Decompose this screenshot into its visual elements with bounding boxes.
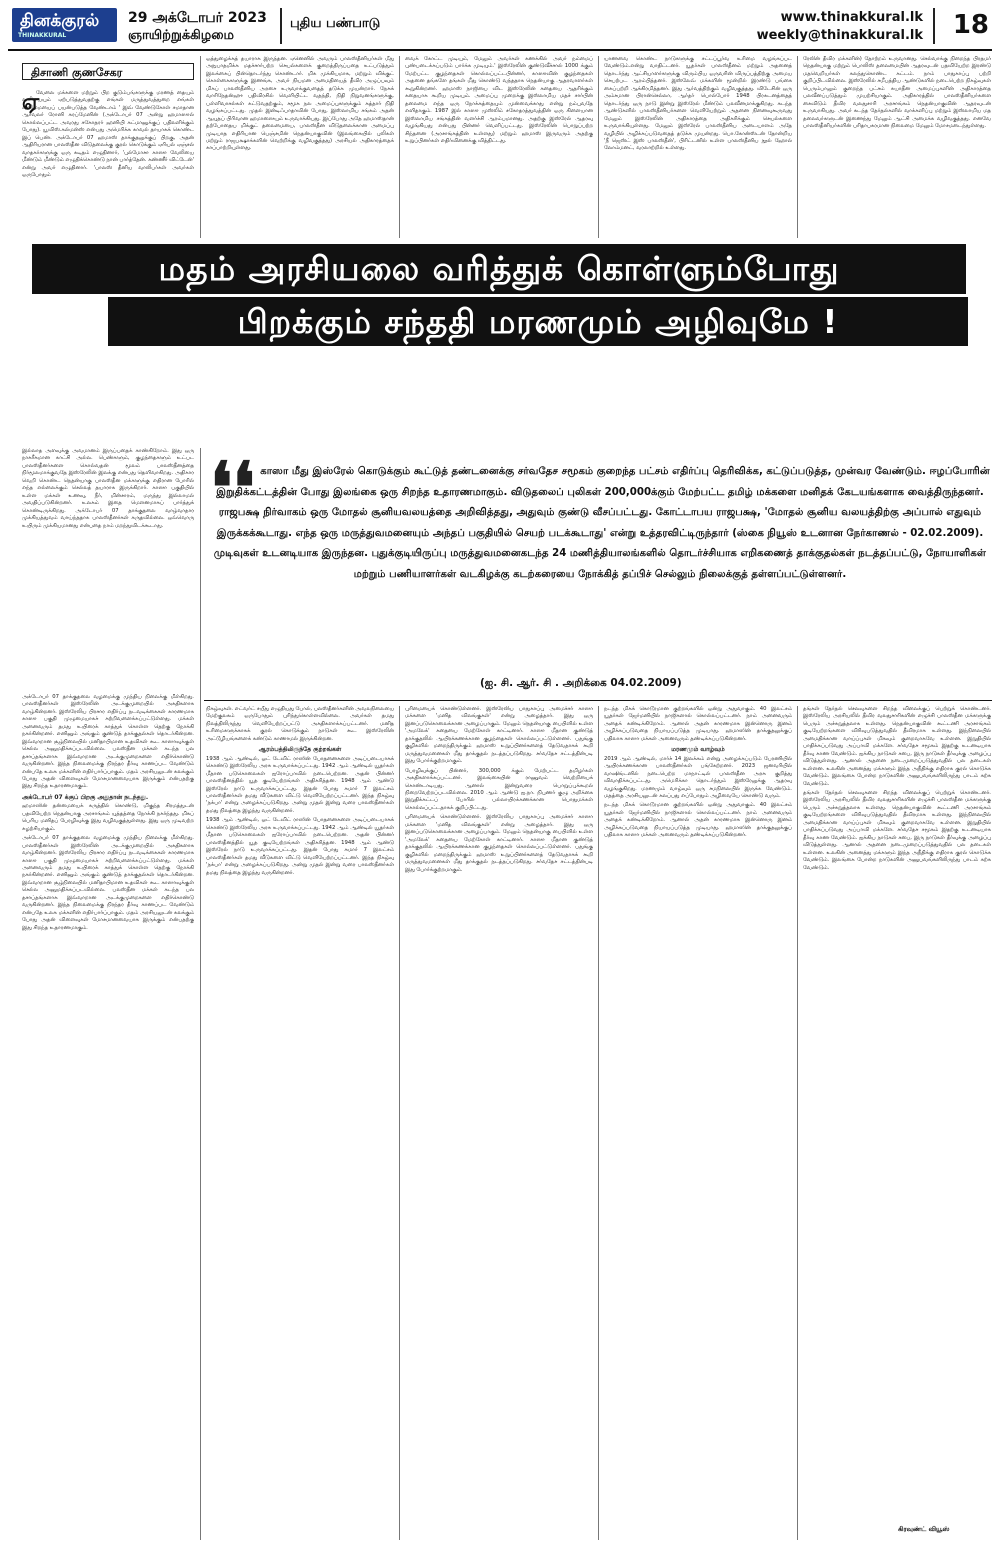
column-divider [399, 706, 400, 1540]
paragraph: பேரழிவுக்குப் பின்னர், 300,000 க்கும் மேற்பட்ட தமிழர்கள் அகதிகளாக்கப்பட்டனர். இலங்கையின் ராணுவம் வெற்றியைக் கொண்டாடியது. ஆனால் இன்றுவரை பொறுப்புக்கூறல் நிறைவேற்றப்படவில்லை. 2010 ஆம் ஆண்டு ஐ.நா. நிபுணர் குழு அறிக்கை இறுதிக்கட்டப் போரில் பல்லாயிரக்கணக்கான பொதுமக்கள் கொல்லப்பட்டதாகக் குறிப்பிட்டது. [405, 767, 593, 811]
pull-quote-body: காஸா மீது இஸ்ரேல் கொடுக்கும் கூட்டுத் தண்டனைக்கு சர்வதேச சமூகம் குறைந்த பட்சம் எதிர்ப்பு தெரிவிக்க, கட்டுப்படுத்த, முன்வர வேண்டும். ஈழப்போரின் இறுதிக்கட்டத்தின் போது இலங்கை ஒரு சிறந்த உதாரணமாகும். விடுதலைப் புலிகள் 200,000க்கும் மேற்பட்ட தமிழ் மக்களை மனிதக் கேடயங்களாக வைத்திருந்தனர். ராஜபக்ஷ நிர்வாகம் ஒரு மோதல் சூனியவலயத்தை அறிவித்தது, அதுவும் குண்டு வீசப்பட்டது. கோட்டாபய ராஜபக்ஷ, 'மோதல் சூனிய வலயத்திற்கு அப்பால் எதுவும் இருக்கக்கூடாது. எந்த ஒரு மருத்துவமனையும் அந்தப் பகுதியில் செயற் படக்கூடாது' என்று உத்தரவிட்டிருந்தார் (ஸ்கை நியூஸ் உடனான நேர்காணல் - 02.02.2009). முடிவுகள் உடனடியாக இருந்தன. புதுக்குடியிருப்பு மருத்துவமனைகடந்த 24 மணித்தியாலங்களில் தொடர்ச்சியாக எறிகணைத் தாக்குதல்கள் நடத்தப்பட்டு, நோயாளிகள் மற்றும் பணியாளர்கள் வடகிழக்கு கடற்கரையை நோக்கித் தப்பிச் செல்லும் நிலைக்குத் தள்ளப்பட்டுள்ளனர். [213, 466, 990, 580]
paragraph: புரிமையைக் கொண்டுள்ளனர். இஸ்ரேலிய பாதுகாப்பு அமைச்சர் காஸா மக்களை 'மனித விலங்குகள்' என்று அழைத்தார். இது ஒரு இனப்படுகொலைக்கான அழைப்பாகும். மேலும் நெதன்யாகு பைபிளில் உள்ள 'அமலேக்' கதையை மேற்கோள் காட்டினார். காஸா மீதான குண்டுத் தாக்குதலில் ஆயிரக்கணக்கான குழந்தைகள் கொல்லப்பட்டுள்ளனர். பதுங்கு குழிகளில் மறைந்திருக்கும் ஹமாஸ் உறுப்பினர்களைத் தேடுவதாகக் கூறி மருத்துவமனைகள் மீது தாக்குதல் நடத்தப்படுகிறது. சர்வதேச சட்டத்தின்படி இது போர்க்குற்றமாகும். [405, 706, 593, 765]
paragraph: ஒத்துழைக்கத் தயாராக இருந்தன. ஏனெனில் அவரும் பாலஸ்தீனியர்கள் மீது அநுபாதமிக்க மதச்சார்பற்ற செயல்களைக் குறைத்திருப்பதை உட்படுத்தும் இலக்கைப் பின்தொடர்ந்து கொண்டார். மிக முக்கியமாக, மற்றும் விக்குட் கொள்கைகளுக்கு இணங்க, அவர் நியமன அமைதியைத் தீவிர அழுப்பவும் மிகப் பாலஸ்தீனிய அரசை உருவாக்குவதைத் தடுக்க முயன்றார். நேசுக் வாரிநேதன்ஹு பதிவிரசில் வெளியிட்ட வதந்தி, நிதி நிறுவனங்களுக்கு, பள்ளிவாசல்கள் கட்டுவதற்கும், சமூக நல அமைப்புகளுக்கும் கத்தார் நிதி வழங்கப்பட்டது. முதல் இன்டிஃபாதாவின் போது, இஸ்லாமிய சங்கம் அதன் ஆயுதப் பிரிவான ஹமாஸையும் உருவாக்கியது. இப்போது அதே ஹமாஸ்தான் தற்போதைய மிக்குட் தலைமையை, பாலஸ்தீன விடுதலைக்கான அமைப்பு முடியாத எதிரியான பெஞ்சமின் நெதன்யாகுவின் (இலங்கையில் புலிகள் மற்றும் ராஜபக்ஷாக்களின் வெற்றிக்கு வழிவகுத்தது) அரசியல் அதிகாரத்தைக் காப்பாற்றியுள்ளது. [206, 56, 394, 152]
paragraph: தங்கள் தேர்தல் செலவுகளை சிறந்த விலைக்குப் பெற்றுக் கொண்டனர். இஸ்ரேலிய அரசியலில் தீவிர வலதுசாரிகளின் எழுச்சி பாலஸ்தீன மக்களுக்கு பெரும் அச்சுறுத்தலாக உள்ளது. நெதன்யாகுவின் கூட்டணி அரசாங்கம் குடியேற்றங்களை விரிவுபடுத்துவதில் தீவிரமாக உள்ளது. இந்நிலையில் அமைதிக்கான வாய்ப்புகள் மிகவும் குறைவாகவே உள்ளன. இறுதியில் பாதிக்கப்படுவது அப்பாவி மக்களே. சர்வதேச சமூகம் இதற்கு உடனடியாக தீர்வு காண வேண்டும். ஐக்கிய நாடுகள் சபை, இரு நாடுகள் தீர்வுக்கு அழைப்பு விடுத்துள்ளது. ஆனால் அதனை நடைமுறைப்படுத்துவதில் பல தடைகள் உள்ளன. உலகின் அனைத்து மக்களும் இந்த அநீதிக்கு எதிராக குரல் கொடுக்க வேண்டும். இலங்கை போன்ற நாடுகளின் அனுபவங்களிலிருந்து பாடம் கற்க வேண்டும். [803, 706, 991, 787]
paragraph: வேலை மக்களை மற்றும் பிற குடும்பங்களுக்கு மரணத் தையும் வலியையும் ஏற்படுத்துவதற்கு எங்கள் மருத்துவத்துறை எங்கள் வலிமையைப் பயன்படுத்த வேண்டாம் ' இவ் வேண்டுகோள் சமாதான ஆர்வலர் ரோனி கரப்மேனின் (அக்டோபர் 07 அன்று ஹமாஸால் கொல்லப்பட்ட அவரது சகோதரர் ஹனியி கட்மானுக்குப் பதிலளிக்கும் போது). யூவிஸ்.கல்மன்ஸ் என்பது அமெரிக்க காவல் தாயாகக் கொண்ட இப் பெண். அக்டோபர் 07 ஹமாஸ் தாக்குதலுக்குப் பிறகு, அதன் ஆதிரியரான பாலஸ்தீன விடுதலைக்கு குரல் கொடுக்கும் ஏரியல் ஏஞ்சல் வாதகர்களுக்கு ஒரு கடிதம் எழுதினார், 'புல்மோசா காஸா வேலியை மீண்டும் மீண்டும் எழுதிக்கொண்டு நான் பார்த்தேன். கண்ணீர் விட்டேன்' என்று அவர் எழுதினார். 'பாலஸ் தீனிய வாலிபர்கள் அவர்கள் ஒருபோதும் [22, 90, 194, 178]
article-column [405, 56, 593, 238]
paragraph: அக்டோபர் 07 தாக்குதலை வழமைக்கு முந்திய நிலைக்கு மீள்கிறது. பாலஸ்தீனர்கள் இஸ்ரேலின் அடக்குமுறையில் அகதிகளாக வாழ்கின்றனர். இஸ்ரேலிய பிரசார எதிர்ப்பு நடவடிக்கைகள் காரணமாக காஸா பகுதி முழுமையாகச் சுற்றிவளைக்கப்பட்டுள்ளது. மக்கள் அனைவரும் தமது உயிரைக் காத்துக் கொள்ள தெற்கு நோக்கி நகர்கின்றனர். எனினும் அங்கும் குண்டுத் தாக்குதல்கள் தொடர்கின்றன. இவ்வாறான சூழ்நிலையில் மனிதாபிமான உதவிகள் கூட காஸாவுக்குள் செல்ல அனுமதிக்கப்படவில்லை. பலஸ்தீன மக்கள் கடந்த பல தசாப்தங்களாக இவ்வாறான அடக்குமுறைகளை எதிர்கொண்டு வருகின்றனர். இந்த நிலைமைக்கு நிரந்தர தீர்வு காணப்பட வேண்டும் என்பதே உலக மக்களின் எதிர்பார்ப்பாகும். மதம் அரசியலுடன் கலக்கும் போது அதன் விளைவுகள் மோசமானவையாக இருக்கும் என்பதற்கு இது சிறந்த உதாரணமாகும். [22, 694, 194, 790]
website-link[interactable]: www.thinakkural.lk [780, 10, 923, 25]
paragraph: 2019 ஆம் ஆண்டில், மார்ச் 14 இலக்கம் என்று அழைக்கப்படும் பேரணியில் ஆயிரக்கணக்கான பாலஸ்தீனர்கள் பங்கேற்றனர். 2023 ஜனவரியில் வாஷிங்டனில் நடைபெற்ற மாநாட்டில் பாலஸ்தீன அரசு குறித்து விவாதிக்கப்பட்டது. அமெரிக்கா தொடர்ந்தும் இஸ்ரேலுக்கு ஆதரவு வழங்குகிறது. மரணமும் வாழ்வும் ஒரு சமநிலையில் இருக்க வேண்டும். மதத்தை அரசியலுடன் கலப்பது எப்போதும் அழிவையே கொண்டு வரும். [604, 755, 792, 799]
email-link[interactable]: weekly@thinakkural.lk [756, 28, 923, 43]
paragraph: இல்லாத அளவுக்கு அவமானம் இருப்பதைக் காண்கிறோம். இது ஒரு நாகரீகமான காட்சி அல்ல. பெண்களும், குழந்தைகளும் உட்பட பாலஸ்தீனர்களை கொல்வதன் மூலம் பாலஸ்தீனத்தை நிர்மூலமாக்குவதே இஸ்ரேலின் இலக்கு என்பது தெளிவாகிறது. அதிகார வெறி கொண்ட நெதன்யாகு பாலஸ்தீன மக்களுக்கு எதிரான போரில் எந்த எல்லைக்கும் செல்லத் தயாராக இருக்கிறார். காஸா பகுதியில் உள்ள மக்கள் உணவு, நீர், மின்சாரம், மருந்து இல்லாமல் அவதிப்படுகின்றனர். உலகம் இதை மௌனமாகப் பார்த்துக் கொண்டிருக்கிறது. அக்டோபர் 07 தாக்குதலை வாழ்வாதார முக்கியத்துவம் வாய்ந்ததாக பாலஸ்தீனர்கள் கருதவில்லை. ஒவ்வொரு உயிரும் முக்கியமானது என்பதை நாம் மறந்துவிடக்கூடாது. [22, 448, 194, 529]
column-divider [598, 56, 599, 238]
paragraph: நடந்த மிகக் கொடூரமான குற்றங்களில் ஒன்று அதுவாகும். 40 இலட்சம் யூதர்கள் ஜேர்மனியில் நாஜிகளால் கொல்லப்பட்டனர். நாம் அனைவரும் அதைக் கண்டிக்கிறோம். ஆனால் அதன் காரணமாக இன்னொரு இனம் அழிக்கப்படுவதை நியாயப்படுத்த முடியாது. ஹமாஸின் தாக்குதலுக்குப் பதிலாக காஸா மக்கள் அனைவரும் தண்டிக்கப்படுகின்றனர். [604, 802, 792, 839]
header-divider [280, 8, 282, 44]
issue-day: ஞாயிற்றுக்கிழமை [128, 28, 235, 43]
article-column [22, 694, 194, 1516]
subheading: மரணமும் வாழ்வும் [671, 746, 725, 754]
section-title: புதிய பண்பாடு [290, 16, 381, 31]
paragraph: ரேலின் தீவிர மக்களின்) தோற்றம் உருவானது. செல்வாக்கு நிறைந்த பிரதமர் நெதன்யாகு மற்றும் பொலிஸ் தலைமையின் ஆதரவுடன் பதவியேற்ற இரண்டு மதவெறியர்கள் கலந்துகொண்ட கட்டம். நாம் பாதுகாப்பு பற்றி குறிப்பிடவில்லை. இஸ்ரேலில் சமீபத்திய ஆண்டுகளில் நடைபெற்ற நிகழ்வுகள் பெரும்பாலும் குறைந்த பட்சம் சுயாதீன அமைப்புகளின் அதிகாரத்தை பலவீனப்படுத்தும் முயற்சியாகும். அதிகாரத்தில் பாலஸ்தீனியர்களை கைவிடும் தீவிர வலதுசாரி அரசாங்கம் நெதன்யாகுவின் ஆதரவுடன் உருவாகியது. அவர் கடந்த தேர்தல்களில் வாக்களிப்பு மற்றும் இஸ்லாமிய மத தலைவர்களுடன் இணைந்து மேலும் ஆட்சி அமைக்க வழிவகுத்தது. எனவே பாலஸ்தீனியர்களின் பரிதாபகரமான நிலைமை மேலும் மோசமடைந்துள்ளது. [803, 56, 991, 130]
paragraph: 1938 ஆம் ஆண்டில், ஓட் டேவிட் ராஸின் போதனைகளை அடிப்படையாகக் கொண்டு இஸ்ரேலிய அரசு உருவாக்கப்பட்டது. 1942 ஆம் ஆண்டில் யூதர்கள் மீதான படுகொலைகள் ஐரோப்பாவில் நடைபெற்றன. அதன் பின்னர் பாலஸ்தீனத்தில் யூத குடியேற்றங்கள் அதிகரித்தன. 1948 ஆம் ஆண்டு இஸ்ரேல் நாடு உருவாக்கப்பட்டது. இதன் போது சுமார் 7 இலட்சம் பாலஸ்தீனர்கள் தமது வீடுகளை விட்டு வெளியேற்றப்பட்டனர். இந்த நிகழ்வு 'நக்பா' என்று அழைக்கப்படுகிறது. அன்று முதல் இன்று வரை பாலஸ்தீனர்கள் தமது நிலத்தை இழந்து வருகின்றனர். [206, 817, 394, 876]
column-divider [399, 56, 400, 238]
quote-mark-icon: ❛❛ [210, 446, 256, 529]
column-divider [797, 56, 798, 238]
article-column [803, 56, 991, 238]
article-column [803, 706, 991, 1520]
paragraph: தங்கள் தேர்தல் செலவுகளை சிறந்த விலைக்குப் பெற்றுக் கொண்டனர். இஸ்ரேலிய அரசியலில் தீவிர வலதுசாரிகளின் எழுச்சி பாலஸ்தீன மக்களுக்கு பெரும் அச்சுறுத்தலாக உள்ளது. நெதன்யாகுவின் கூட்டணி அரசாங்கம் குடியேற்றங்களை விரிவுபடுத்துவதில் தீவிரமாக உள்ளது. இந்நிலையில் அமைதிக்கான வாய்ப்புகள் மிகவும் குறைவாகவே உள்ளன. இறுதியில் பாதிக்கப்படுவது அப்பாவி மக்களே. சர்வதேச சமூகம் இதற்கு உடனடியாக தீர்வு காண வேண்டும். ஐக்கிய நாடுகள் சபை, இரு நாடுகள் தீர்வுக்கு அழைப்பு விடுத்துள்ளது. ஆனால் அதனை நடைமுறைப்படுத்துவதில் பல தடைகள் உள்ளன. உலகின் அனைத்து மக்களும் இந்த அநீதிக்கு எதிராக குரல் கொடுக்க வேண்டும். இலங்கை போன்ற நாடுகளின் அனுபவங்களிலிருந்து பாடம் கற்க வேண்டும். [803, 789, 991, 871]
article-column [405, 706, 593, 1526]
header-rule [8, 49, 992, 51]
column-divider [200, 56, 201, 238]
logo-subtext: THINAKKURAL [18, 32, 67, 39]
masthead [8, 6, 1000, 46]
issue-date: 29 அக்டோபர் 2023 [128, 10, 267, 26]
headline-line-2: பிறக்கும் சந்ததி மரணமும் அழிவுமே ! [108, 297, 968, 346]
author-byline: திசாணி குணசேகர [22, 63, 194, 80]
quote-rule [204, 700, 992, 701]
column-divider [598, 706, 599, 1540]
pull-quote-source: (ஐ. சி. ஆர். சி . அறிக்கை 04.02.2009) [480, 677, 682, 689]
paragraph: நிகழ்வுகள். எட்வர்ட் சயீது எழுதியது போல், பலஸ்தீனர்களின் அவலநிலையை மேற்குலகம் ஒருபோதும் புரிந்துகொள்ளவில்லை. அவர்கள் தமது நிலத்திலிருந்து வெளியேற்றப்பட்டு அகதிகளாக்கப்பட்டனர். மனித உரிமைகளுக்காகக் குரல் கொடுக்கும் நாடுகள் கூட இஸ்ரேலின் அட்டூழியங்களைக் கண்டும் காணாமல் இருக்கின்றன. [206, 706, 394, 742]
article-column [206, 706, 394, 1526]
subheading: ஆரம்பத்திலிருந்தே குற்றங்கள் [258, 746, 342, 754]
pull-quote-text [208, 462, 992, 585]
source-credit: கிரவுண்ட் வியூஸ் [898, 1525, 950, 1533]
article-column [604, 706, 792, 1526]
paragraph: 1938 ஆம் ஆண்டில், ஓட் டேவிட் ராஸின் போதனைகளை அடிப்படையாகக் கொண்டு இஸ்ரேலிய அரசு உருவாக்கப்பட்டது. 1942 ஆம் ஆண்டில் யூதர்கள் மீதான படுகொலைகள் ஐரோப்பாவில் நடைபெற்றன. அதன் பின்னர் பாலஸ்தீனத்தில் யூத குடியேற்றங்கள் அதிகரித்தன. 1948 ஆம் ஆண்டு இஸ்ரேல் நாடு உருவாக்கப்பட்டது. இதன் போது சுமார் 7 இலட்சம் பாலஸ்தீனர்கள் தமது வீடுகளை விட்டு வெளியேற்றப்பட்டனர். இந்த நிகழ்வு 'நக்பா' என்று அழைக்கப்படுகிறது. அன்று முதல் இன்று வரை பாலஸ்தீனர்கள் தமது நிலத்தை இழந்து வருகின்றனர். [206, 755, 394, 814]
header-divider [933, 8, 935, 44]
headline-line-1: மதம் அரசியலை வரித்துக் கொள்ளும்போது [32, 244, 966, 294]
newspaper-logo[interactable] [12, 8, 117, 42]
article-column [22, 448, 194, 688]
subheading: அக்டோபர் 07 க்குப் பிறகு அதுதான் நடந்தது. [22, 793, 149, 801]
column-divider [797, 706, 798, 1540]
paragraph: அக்டோபர் 07 தாக்குதலை வழமைக்கு முந்திய நிலைக்கு மீள்கிறது. பாலஸ்தீனர்கள் இஸ்ரேலின் அடக்குமுறையில் அகதிகளாக வாழ்கின்றனர். இஸ்ரேலிய பிரசார எதிர்ப்பு நடவடிக்கைகள் காரணமாக காஸா பகுதி முழுமையாகச் சுற்றிவளைக்கப்பட்டுள்ளது. மக்கள் அனைவரும் தமது உயிரைக் காத்துக் கொள்ள தெற்கு நோக்கி நகர்கின்றனர். எனினும் அங்கும் குண்டுத் தாக்குதல்கள் தொடர்கின்றன. இவ்வாறான சூழ்நிலையில் மனிதாபிமான உதவிகள் கூட காஸாவுக்குள் செல்ல அனுமதிக்கப்படவில்லை. பலஸ்தீன மக்கள் கடந்த பல தசாப்தங்களாக இவ்வாறான அடக்குமுறைகளை எதிர்கொண்டு வருகின்றனர். இந்த நிலைமைக்கு நிரந்தர தீர்வு காணப்பட வேண்டும் என்பதே உலக மக்களின் எதிர்பார்ப்பாகும். மதம் அரசியலுடன் கலக்கும் போது அதன் விளைவுகள் மோசமானவையாக இருக்கும் என்பதற்கு இது சிறந்த உதாரணமாகும். [22, 835, 194, 931]
drop-cap: ஏ [22, 90, 40, 115]
column-divider [200, 448, 201, 1540]
article-column [206, 56, 394, 238]
paragraph: ஹமாஸின் தன்மையைக் கருத்தில் கொண்டு, மிகுந்த சிரமத்துடன் பதவியேற்ற நெதன்யாகு அரசாங்கம் யுத்தத்தை நோக்கி நகர்ந்தது. மிகப் பெரிய மனிதப் பேரழிவுக்கு இது வழிவகுத்துள்ளது. இது ஒரு முடிவற்ற சுழற்சியாகும். [22, 803, 194, 832]
paragraph: யாணவை கொண்ட நாடுகளுக்கு சட்டப்பூர்வ உரிமை வழங்கப்பட வேண்டும்.என்று வாதிட்டனர். யூதர்கள் பாலஸ்தீனம் மற்றும் அதனைத் தொடர்ந்து ஆட்சியாளர்களுக்கு விரும்பிய ஒருவரின் விருப்பத்திற்கு அமைய செயற்பட ஆரம்பித்தனர். இஸ்லேவ் மக்களின் மூன்றில் இரண்டு பங்கை கைப்பற்றி ஆக்கிரமித்தனர். இது ஆர்வத்திற்கும் வழிவகுத்தது. விடேசின் ஒரு அம்சமான பிரான்செல்லா, ஆர்தர் பொல்போர் 1948 பிரகடனத்தைத் தொடர்ந்து ஒரு நாடு இன்று இஸ்ரேல் மீண்டும் பலவீனமாக்குகிறது. கடந்த ஆண்டுகளில் பாலஸ்தீனியர்களை வெளியேற்றும் அதனை நினைவுகூருவது மேலும் இஸ்ரேலின் அதிகாரத்தை அதிகரிக்கும் செயல்களை உருவாக்கியுள்ளது. மேலும் இஸ்ரேல் பாலஸ்தீனிய அடையாளம் அதே வழியில் அழிக்கப்படுவதைத் தடுக்க முயன்றது. பொ.கோன்ஸ்டன் தோன்றிய 'நீ ஜெஸ்ட் இஸ் பாலஸ்தீன்', பிரிட்டனில் உள்ள பாலஸ்தீனிய நூல் ஹோல் லோம்மனட், வரலாற்றில் உள்ளது. [604, 56, 792, 152]
paragraph: நடந்த மிகக் கொடூரமான குற்றங்களில் ஒன்று அதுவாகும். 40 இலட்சம் யூதர்கள் ஜேர்மனியில் நாஜிகளால் கொல்லப்பட்டனர். நாம் அனைவரும் அதைக் கண்டிக்கிறோம். ஆனால் அதன் காரணமாக இன்னொரு இனம் அழிக்கப்படுவதை நியாயப்படுத்த முடியாது. ஹமாஸின் தாக்குதலுக்குப் பதிலாக காஸா மக்கள் அனைவரும் தண்டிக்கப்படுகின்றனர். [604, 706, 792, 742]
paragraph: வைக் கோட்ட முடியும், மேலும் அவர்கள் கணக்கில் அவர் நம்மைப் புண்படைக்கப்படும் பார்க்க முடியும்.' இஸ்ரேலின் குண்டுவீச்சால் 1000 க்கும் மேற்பட்ட குழந்தைகள் கொல்லப்பட்டபின்னர், காஸாவின் குழந்தைகள் அதனை தங்களே தங்கள் மீது கொண்டு வந்ததாக நெதன்யாகு ஆதரவாளர்கள் கூறுகின்றனர். ஹமாஸ் நாஜியை விட இஸ்ரேலின் கதையை ஆதரிக்கும் கதையாக கூறிய முடியும். அமைப்பு முறைக்கு இஸ்லாமிய மதச் சார்பின் தலைமை எந்த ஒரு நோக்கத்தையும் முன்வைக்காது என்று நம்புவதே எளிதாகும். 1987 இல் காஸா முஸ்லிம் சகோதரத்துவத்தின் ஒரு கிளையான இஸ்லாமிய சங்கத்தின் வளர்ச்சி ஆரம்பமானது. அதற்கு இஸ்ரேல் ஆதரவு வழங்கியது என்பது பின்னர் வெளிப்பட்டது. இஸ்ரேலின் பொறுப்பற்ற சிந்தனை (அரசாங்கத்தின் உள்ளது) மற்றும் ஹமாஸ் இருவரும் அதற்கு உறுப்பினர்கள் எதிர்வினைக்கு வித்திட்டது. [405, 56, 593, 144]
logo-text: தினக்குரல் [20, 11, 100, 31]
article-column [22, 90, 194, 236]
page-number: 18 [952, 10, 989, 40]
paragraph: புரிமையைக் கொண்டுள்ளனர். இஸ்ரேலிய பாதுகாப்பு அமைச்சர் காஸா மக்களை 'மனித விலங்குகள்' என்று அழைத்தார். இது ஒரு இனப்படுகொலைக்கான அழைப்பாகும். மேலும் நெதன்யாகு பைபிளில் உள்ள 'அமலேக்' கதையை மேற்கோள் காட்டினார். காஸா மீதான குண்டுத் தாக்குதலில் ஆயிரக்கணக்கான குழந்தைகள் கொல்லப்பட்டுள்ளனர். பதுங்கு குழிகளில் மறைந்திருக்கும் ஹமாஸ் உறுப்பினர்களைத் தேடுவதாகக் கூறி மருத்துவமனைகள் மீது தாக்குதல் நடத்தப்படுகிறது. சர்வதேச சட்டத்தின்படி இது போர்க்குற்றமாகும். [405, 814, 593, 873]
article-column [604, 56, 792, 238]
